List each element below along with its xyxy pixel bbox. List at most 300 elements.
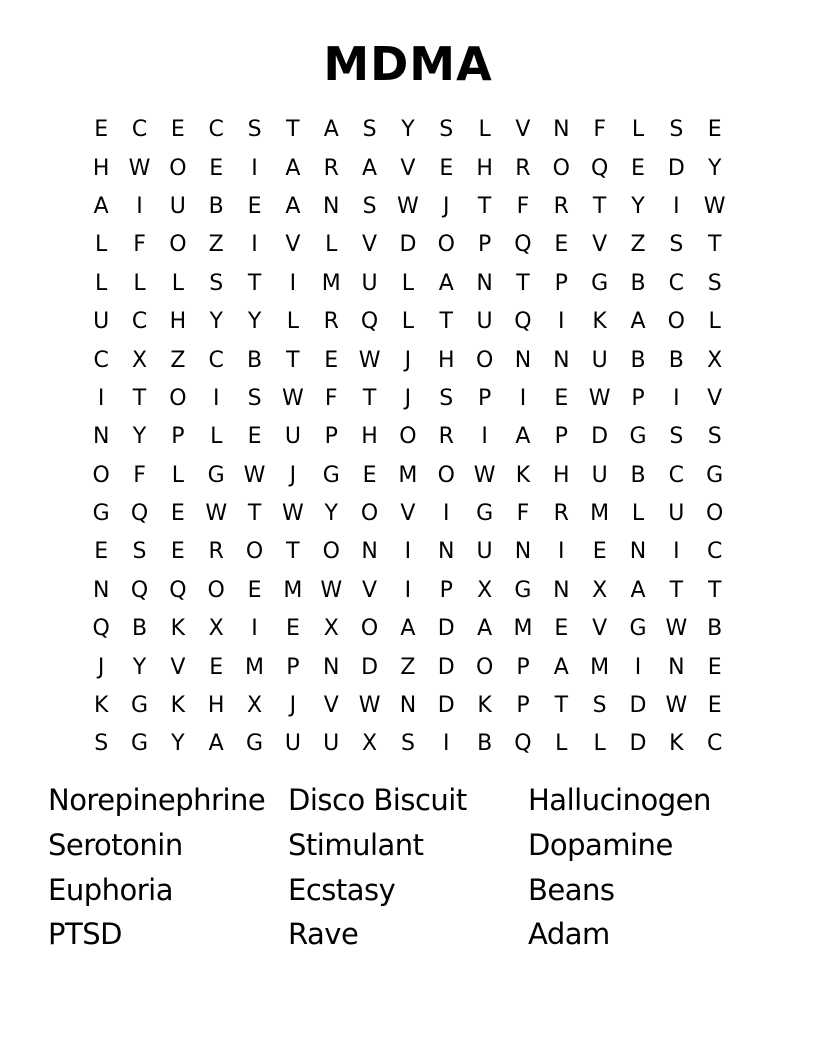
grid-letter: S <box>707 424 722 450</box>
grid-letter: L <box>631 117 645 143</box>
grid-letter: C <box>668 270 685 296</box>
grid-letter: I <box>481 424 488 450</box>
grid-letter: N <box>629 539 647 565</box>
grid-letter: I <box>289 270 297 296</box>
grid-letter: I <box>251 616 258 642</box>
grid-letter: T <box>247 270 262 296</box>
grid-letter: G <box>322 462 340 488</box>
grid-letter: Q <box>360 309 379 335</box>
grid-letter: L <box>210 424 223 450</box>
word-list-item: Norepinephrine <box>48 783 266 818</box>
grid-letter: O <box>437 232 455 258</box>
grid-letter: P <box>439 577 453 603</box>
word-list-item: Ecstasy <box>288 872 396 907</box>
grid-letter: Q <box>92 616 110 642</box>
word-list-item: Serotonin <box>48 828 183 863</box>
grid-letter: K <box>93 693 109 719</box>
grid-letter: T <box>707 232 722 258</box>
grid-letter: I <box>212 385 220 411</box>
grid-letter: L <box>708 309 721 335</box>
grid-letter: K <box>515 462 531 488</box>
grid-letter: A <box>438 270 454 296</box>
grid-letter: E <box>247 193 262 219</box>
grid-letter: I <box>673 385 680 411</box>
grid-letter: X <box>592 577 608 603</box>
grid-letter: T <box>286 347 300 373</box>
word-list <box>48 778 768 957</box>
grid-letter: E <box>170 539 185 565</box>
grid-letter: N <box>361 539 378 565</box>
grid-letter: B <box>131 616 148 642</box>
grid-letter: N <box>514 347 532 373</box>
grid-letter: V <box>362 577 378 603</box>
grid-letter: S <box>247 117 262 143</box>
grid-letter: Q <box>130 501 149 527</box>
word-list-row <box>48 867 768 912</box>
grid-letter: Q <box>590 155 609 181</box>
grid-letter: W <box>358 693 381 719</box>
grid-letter: L <box>555 731 568 757</box>
grid-letter: Y <box>132 424 147 450</box>
grid-letter: E <box>707 693 722 719</box>
grid-letter: F <box>324 385 338 411</box>
grid-letter: A <box>630 309 646 335</box>
grid-letter: N <box>438 539 455 565</box>
grid-letter: V <box>400 501 416 527</box>
grid-letter: C <box>93 347 109 373</box>
grid-letter: O <box>667 309 685 335</box>
grid-row <box>82 265 734 303</box>
grid-letter: T <box>516 270 530 296</box>
grid-letter: B <box>208 193 224 219</box>
grid-letter: G <box>92 501 110 527</box>
grid-letter: N <box>553 347 570 373</box>
grid-letter: U <box>284 731 301 757</box>
grid-letter: P <box>324 424 338 450</box>
grid-letter: L <box>286 309 300 335</box>
grid-letter: V <box>592 616 608 642</box>
grid-letter: U <box>323 731 340 757</box>
word-list-item: Beans <box>528 872 615 907</box>
grid-letter: D <box>399 232 417 258</box>
grid-letter: S <box>400 731 415 757</box>
grid-letter: B <box>668 347 684 373</box>
grid-letter: V <box>400 155 416 181</box>
grid-row <box>82 226 734 264</box>
grid-letter: U <box>476 309 493 335</box>
grid-letter: S <box>669 424 684 450</box>
grid-letter: T <box>554 693 569 719</box>
grid-letter: Q <box>514 731 532 757</box>
grid-letter: P <box>516 693 530 719</box>
grid-letter: L <box>401 309 415 335</box>
grid-letter: C <box>208 347 224 373</box>
grid-letter: R <box>323 155 339 181</box>
grid-letter: M <box>590 501 610 527</box>
grid-letter: G <box>591 270 609 296</box>
grid-letter: Q <box>514 232 532 258</box>
grid-letter: V <box>285 232 301 258</box>
grid-letter: R <box>553 193 569 219</box>
grid-letter: L <box>478 117 491 143</box>
grid-letter: Q <box>514 309 532 335</box>
grid-letter: S <box>362 117 377 143</box>
grid-letter: N <box>92 424 110 450</box>
grid-letter: J <box>443 193 450 219</box>
word-list-row <box>48 778 768 823</box>
grid-letter: E <box>170 117 185 143</box>
grid-letter: L <box>171 270 184 296</box>
grid-letter: M <box>513 616 533 642</box>
grid-row <box>82 648 734 686</box>
grid-letter: O <box>360 616 379 642</box>
grid-letter: E <box>324 347 339 373</box>
grid-letter: G <box>629 424 647 450</box>
grid-row <box>82 149 734 187</box>
grid-letter: A <box>323 117 339 143</box>
grid-letter: G <box>130 693 149 719</box>
grid-letter: Y <box>209 309 223 335</box>
grid-letter: E <box>209 654 224 680</box>
grid-letter: X <box>477 577 493 603</box>
grid-letter: M <box>398 462 418 488</box>
grid-letter: E <box>631 155 645 181</box>
grid-letter: S <box>247 385 262 411</box>
grid-row <box>82 341 734 379</box>
grid-letter: F <box>593 117 606 143</box>
grid-letter: P <box>554 270 568 296</box>
grid-letter: L <box>593 731 606 757</box>
grid-letter: P <box>477 385 492 411</box>
grid-letter: J <box>97 654 105 680</box>
grid-row <box>82 380 734 418</box>
grid-letter: F <box>516 501 530 527</box>
grid-letter: O <box>207 577 225 603</box>
grid-letter: I <box>251 155 258 181</box>
grid-row <box>82 495 734 533</box>
grid-letter: I <box>634 654 642 680</box>
grid-letter: H <box>207 693 225 719</box>
grid-letter: W <box>282 385 304 411</box>
grid-letter: X <box>247 693 263 719</box>
grid-letter: I <box>519 385 527 411</box>
grid-letter: A <box>285 155 301 181</box>
grid-letter: D <box>629 731 647 757</box>
grid-letter: W <box>665 616 688 642</box>
grid-letter: L <box>325 232 338 258</box>
grid-letter: N <box>514 539 532 565</box>
grid-letter: H <box>437 347 455 373</box>
grid-letter: B <box>707 616 723 642</box>
grid-letter: A <box>400 616 416 642</box>
grid-letter: G <box>207 462 225 488</box>
grid-letter: W <box>588 385 611 411</box>
grid-letter: A <box>362 155 378 181</box>
grid-letter: H <box>553 462 570 488</box>
grid-letter: P <box>171 424 185 450</box>
grid-letter: M <box>321 270 341 296</box>
grid-letter: Y <box>171 731 185 757</box>
grid-letter: T <box>286 117 300 143</box>
grid-letter: O <box>706 501 724 527</box>
grid-letter: L <box>631 501 645 527</box>
word-list-item: Euphoria <box>48 872 173 907</box>
grid-letter: O <box>169 155 187 181</box>
grid-letter: T <box>707 577 722 603</box>
grid-letter: E <box>209 155 224 181</box>
grid-letter: Q <box>169 577 187 603</box>
grid-letter: A <box>477 616 493 642</box>
grid-letter: V <box>592 232 608 258</box>
grid-letter: Z <box>630 232 646 258</box>
grid-letter: N <box>553 577 570 603</box>
grid-letter: O <box>322 539 340 565</box>
grid-letter: W <box>473 462 496 488</box>
grid-letter: N <box>476 270 493 296</box>
grid-letter: O <box>245 539 264 565</box>
grid-letter: O <box>169 385 187 411</box>
grid-letter: O <box>169 232 187 258</box>
grid-row <box>82 457 734 495</box>
grid-letter: U <box>476 539 493 565</box>
grid-letter: E <box>707 117 722 143</box>
grid-letter: W <box>205 501 228 527</box>
word-list-item: Stimulant <box>288 828 424 863</box>
grid-letter: O <box>437 462 455 488</box>
grid-letter: S <box>592 693 607 719</box>
grid-letter: A <box>93 193 109 219</box>
grid-letter: G <box>706 462 724 488</box>
grid-letter: U <box>284 424 301 450</box>
grid-letter: P <box>477 232 492 258</box>
grid-letter: T <box>439 309 453 335</box>
page-title: MDMA <box>323 37 493 91</box>
grid-letter: G <box>246 731 264 757</box>
grid-letter: H <box>476 155 493 181</box>
grid-letter: J <box>289 693 297 719</box>
grid-letter: I <box>97 385 105 411</box>
grid-letter: Y <box>132 654 147 680</box>
grid-letter: F <box>516 193 530 219</box>
grid-letter: I <box>251 232 258 258</box>
grid-letter: W <box>703 193 726 219</box>
grid-row <box>82 188 734 226</box>
grid-letter: H <box>92 155 110 181</box>
grid-row <box>82 303 734 341</box>
grid-letter: H <box>169 309 187 335</box>
grid-letter: T <box>669 577 684 603</box>
word-list-item: Rave <box>288 917 359 952</box>
grid-letter: R <box>208 539 224 565</box>
grid-letter: W <box>282 501 304 527</box>
grid-letter: O <box>475 654 494 680</box>
grid-letter: K <box>669 731 684 757</box>
grid-letter: G <box>514 577 532 603</box>
grid-letter: N <box>553 117 570 143</box>
grid-letter: N <box>399 693 417 719</box>
grid-row <box>82 533 734 571</box>
grid-letter: O <box>92 462 110 488</box>
grid-letter: O <box>360 501 379 527</box>
grid-letter: K <box>477 693 492 719</box>
grid-letter: S <box>669 232 684 258</box>
grid-letter: E <box>170 501 185 527</box>
grid-letter: W <box>128 155 151 181</box>
grid-letter: M <box>283 577 303 603</box>
grid-letter: S <box>707 270 722 296</box>
grid-letter: I <box>404 577 412 603</box>
grid-letter: Y <box>707 155 722 181</box>
grid-letter: T <box>132 385 147 411</box>
word-list-item: Adam <box>528 917 610 952</box>
grid-letter: R <box>515 155 531 181</box>
grid-letter: J <box>404 347 412 373</box>
grid-letter: A <box>208 731 224 757</box>
grid-letter: X <box>131 347 148 373</box>
letter-grid <box>82 111 734 764</box>
grid-letter: N <box>323 193 340 219</box>
grid-letter: F <box>133 462 146 488</box>
grid-letter: N <box>92 577 110 603</box>
grid-letter: C <box>706 731 723 757</box>
grid-letter: Q <box>130 577 149 603</box>
grid-letter: C <box>208 117 224 143</box>
grid-letter: E <box>247 577 262 603</box>
grid-letter: H <box>361 424 378 450</box>
grid-letter: T <box>247 501 262 527</box>
grid-letter: C <box>131 117 148 143</box>
grid-letter: G <box>476 501 494 527</box>
grid-letter: L <box>95 232 108 258</box>
word-list-item: PTSD <box>48 917 122 952</box>
word-list-item: Dopamine <box>528 828 673 863</box>
grid-letter: U <box>361 270 378 296</box>
grid-letter: B <box>630 347 646 373</box>
grid-letter: P <box>554 424 568 450</box>
grid-letter: Y <box>324 501 338 527</box>
grid-letter: M <box>590 654 610 680</box>
grid-letter: K <box>170 693 186 719</box>
grid-letter: N <box>323 654 340 680</box>
grid-letter: J <box>289 462 297 488</box>
grid-letter: N <box>668 654 685 680</box>
grid-letter: T <box>592 193 607 219</box>
grid-letter: A <box>630 577 646 603</box>
grid-letter: Z <box>170 347 186 373</box>
grid-row <box>82 111 734 149</box>
grid-letter: G <box>629 616 647 642</box>
grid-letter: V <box>362 232 378 258</box>
grid-letter: T <box>362 385 377 411</box>
grid-letter: K <box>592 309 607 335</box>
grid-letter: R <box>438 424 454 450</box>
grid-letter: E <box>247 424 262 450</box>
grid-letter: P <box>516 654 530 680</box>
grid-letter: W <box>320 577 343 603</box>
grid-letter: Y <box>247 309 262 335</box>
grid-letter: W <box>243 462 266 488</box>
grid-letter: D <box>437 693 455 719</box>
grid-letter: E <box>362 462 377 488</box>
word-list-item: Disco Biscuit <box>288 783 467 818</box>
grid-letter: P <box>631 385 645 411</box>
grid-letter: E <box>707 654 722 680</box>
grid-letter: J <box>404 385 412 411</box>
grid-letter: B <box>247 347 263 373</box>
grid-letter: S <box>94 731 109 757</box>
grid-row <box>82 687 734 725</box>
grid-letter: I <box>673 193 680 219</box>
grid-letter: C <box>131 309 148 335</box>
grid-letter: V <box>515 117 531 143</box>
grid-letter: X <box>362 731 378 757</box>
grid-letter: I <box>673 539 680 565</box>
grid-letter: Z <box>400 654 416 680</box>
grid-letter: O <box>552 155 570 181</box>
grid-letter: L <box>401 270 415 296</box>
grid-letter: R <box>553 501 569 527</box>
grid-letter: K <box>170 616 186 642</box>
grid-row <box>82 418 734 456</box>
grid-letter: I <box>136 193 143 219</box>
grid-letter: O <box>399 424 417 450</box>
grid-letter: D <box>361 654 379 680</box>
grid-letter: C <box>706 539 723 565</box>
grid-letter: B <box>477 731 493 757</box>
grid-letter: S <box>209 270 224 296</box>
grid-letter: F <box>133 232 146 258</box>
grid-letter: V <box>707 385 723 411</box>
grid-letter: Y <box>401 117 415 143</box>
grid-letter: S <box>669 117 684 143</box>
grid-letter: B <box>630 462 646 488</box>
grid-letter: A <box>553 654 569 680</box>
word-list-row <box>48 823 768 868</box>
grid-letter: Y <box>631 193 645 219</box>
grid-letter: S <box>132 539 147 565</box>
grid-letter: S <box>439 385 454 411</box>
grid-letter: I <box>404 539 412 565</box>
grid-letter: V <box>323 693 339 719</box>
grid-letter: W <box>397 193 419 219</box>
grid-letter: C <box>668 462 685 488</box>
grid-letter: Z <box>208 232 224 258</box>
grid-letter: W <box>665 693 688 719</box>
grid-letter: D <box>667 155 685 181</box>
grid-letter: T <box>286 539 300 565</box>
grid-letter: S <box>439 117 454 143</box>
grid-letter: X <box>707 347 723 373</box>
grid-letter: U <box>591 347 608 373</box>
grid-letter: D <box>591 424 609 450</box>
grid-letter: E <box>554 385 569 411</box>
grid-letter: O <box>475 347 494 373</box>
grid-letter: L <box>171 462 184 488</box>
grid-letter: E <box>592 539 607 565</box>
grid-row <box>82 610 734 648</box>
grid-letter: U <box>591 462 608 488</box>
grid-letter: L <box>95 270 108 296</box>
grid-letter: E <box>439 155 454 181</box>
grid-letter: E <box>554 232 569 258</box>
grid-letter: M <box>245 654 265 680</box>
grid-letter: V <box>170 654 186 680</box>
grid-letter: X <box>208 616 224 642</box>
grid-letter: E <box>94 117 109 143</box>
grid-letter: P <box>286 654 300 680</box>
grid-letter: I <box>558 309 565 335</box>
grid-row <box>82 572 734 610</box>
